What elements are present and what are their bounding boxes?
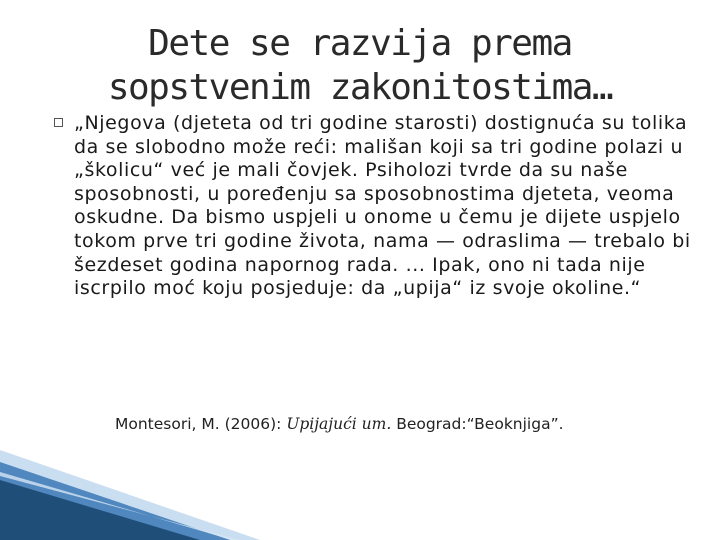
quote-text: „Njegova (djeteta od tri godine starosti) dostignuća su tolika da se slobodno može reći: mališan koji sa tri godine polazi u „školicu“ već je mali čovjek. Psiholozi tvrde da su naše sposobnosti, u poređenju sa sposobnostima djeteta, veoma oskudne. Da bismo uspjeli u onome u čemu je dijete uspjelo tokom prve tri godine života, nama — odraslima — trebalo bi šezdeset godina napornog rada. ... Ipak, ono ni tada nije iscrpilo moć koju posjeduje: da „upija“ iz svoje okoline.“ <box>74 112 691 300</box>
corner-decoration <box>0 450 720 540</box>
quote-bullet <box>54 112 704 301</box>
citation <box>115 414 564 434</box>
citation-book-title: Upijajući um. <box>286 415 392 433</box>
slide-body <box>54 112 704 301</box>
slide-title: Dete se razvija prema sopstvenim zakonitostima… <box>107 23 613 108</box>
citation-author: Montesori, M. (2006): <box>115 415 287 433</box>
square-bullet-icon <box>54 118 63 127</box>
citation-publisher: Beograd:“Beoknjiga”. <box>391 415 564 433</box>
